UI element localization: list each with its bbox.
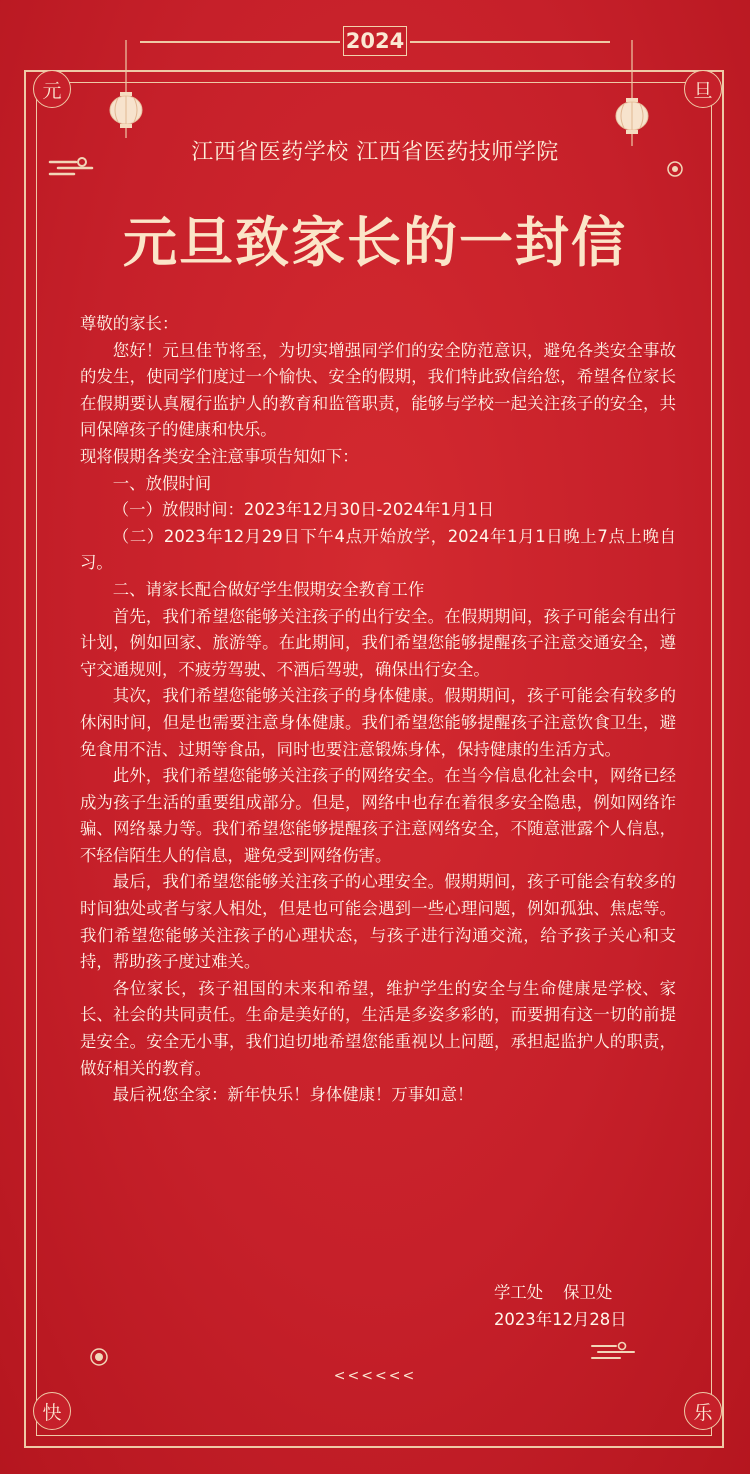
- letter-paragraph: 此外，我们希望您能够关注孩子的网络安全。在当今信息化社会中，网络已经成为孩子生活的重要组成部分。但是，网络中也存在着很多安全隐患，例如网络诈骗、网络暴力等。我们希望您能够提醒孩子注意网络安全，不随意泄露个人信息，不轻信陌生人的信息，避免受到网络伤害。: [80, 766, 676, 865]
- signature-block: [494, 1280, 627, 1333]
- corner-bottom-left: [33, 1392, 71, 1430]
- letter-section-heading: 一、放假时间: [112, 473, 212, 493]
- signature-date: 2023年12月28日: [494, 1309, 627, 1329]
- letter-section-heading: 二、请家长配合做好学生假期安全教育工作: [112, 579, 425, 599]
- letter-paragraph: 其次，我们希望您能够关注孩子的身体健康。假期期间，孩子可能会有较多的休闲时间，但是也需要注意身体健康。我们希望您能够提醒孩子注意饮食卫生，避免食用不洁、过期等食品，同时也要注意锻炼身体，保持健康的生活方式。: [80, 686, 676, 759]
- letter-paragraph: 各位家长，孩子祖国的未来和希望，维护学生的安全与生命健康是学校、家长、社会的共同责任。生命是美好的，生活是多姿多彩的，而要拥有这一切的前提是安全。安全无小事，我们迫切地希望您能重视以上问题，承担起监护人的职责，做好相关的教育。: [80, 978, 676, 1078]
- corner-top-left: [33, 70, 71, 108]
- signature-departments: [494, 1280, 627, 1307]
- flower-ornament-bottom-left-icon: [88, 1346, 110, 1368]
- letter-paragraph: 现将假期各类安全注意事项告知如下：: [80, 446, 359, 466]
- school-names: 江西省医药学校 江西省医药技师学院: [191, 140, 559, 165]
- signature-dept-security: 保卫处: [563, 1283, 613, 1302]
- corner-text-top-right: 旦: [693, 79, 713, 102]
- lantern-left-icon: [108, 40, 144, 140]
- top-ornament-line-right: [410, 41, 610, 43]
- signature-dept-student-affairs: 学工处: [494, 1283, 544, 1302]
- year-text: 2024: [345, 29, 405, 53]
- corner-bottom-right: [684, 1392, 722, 1430]
- letter-body: [80, 311, 676, 1109]
- corner-text-bottom-left: 快: [42, 1401, 62, 1424]
- year-badge: [343, 26, 407, 56]
- letter-paragraph: 首先，我们希望您能够关注孩子的出行安全。在假期期间，孩子可能会有出行计划，例如回家、旅游等。在此期间，我们希望您能够提醒孩子注意交通安全，遵守交通规则，不疲劳驾驶、不酒后驾驶，确保出行安全。: [80, 606, 676, 679]
- page-title: 元旦致家长的一封信: [123, 211, 627, 274]
- letter-paragraph: （一）放假时间：2023年12月30日-2024年1月1日: [112, 500, 495, 520]
- corner-text-top-left: 元: [42, 79, 62, 102]
- letter-closing: 最后祝您全家：新年快乐！身体健康！万事如意！: [112, 1085, 474, 1105]
- top-ornament-line-left: [140, 41, 340, 43]
- corner-top-right: [684, 70, 722, 108]
- letter-paragraph: 您好！元旦佳节将至，为切实增强同学们的安全防范意识，避免各类安全事故的发生，使同学们度过一个愉快、安全的假期，我们特此致信给您，希望各位家长在假期要认真履行监护人的教育和监管职责，能够与学校一起关注孩子的安全，共同保障孩子的健康和快乐。: [80, 340, 676, 440]
- cloud-ornament-bottom-right-icon: [590, 1340, 636, 1364]
- letter-paragraph: （二）2023年12月29日下午4点开始放学，2024年1月1日晚上7点上晚自习。: [80, 526, 676, 573]
- corner-text-bottom-right: 乐: [693, 1401, 713, 1424]
- letter-salutation: 尊敬的家长：: [80, 314, 179, 333]
- letter-paragraph: 最后，我们希望您能够关注孩子的心理安全。假期期间，孩子可能会有较多的时间独处或者与家人相处，但是也可能会遇到一些心理问题，例如孤独、焦虑等。我们希望您能够关注孩子的心理状态，与孩子进行沟通交流，给予孩子关心和支持，帮助孩子度过难关。: [80, 872, 676, 972]
- scroll-indicator: <<<<<<: [333, 1368, 417, 1384]
- lantern-right-icon: [614, 40, 650, 150]
